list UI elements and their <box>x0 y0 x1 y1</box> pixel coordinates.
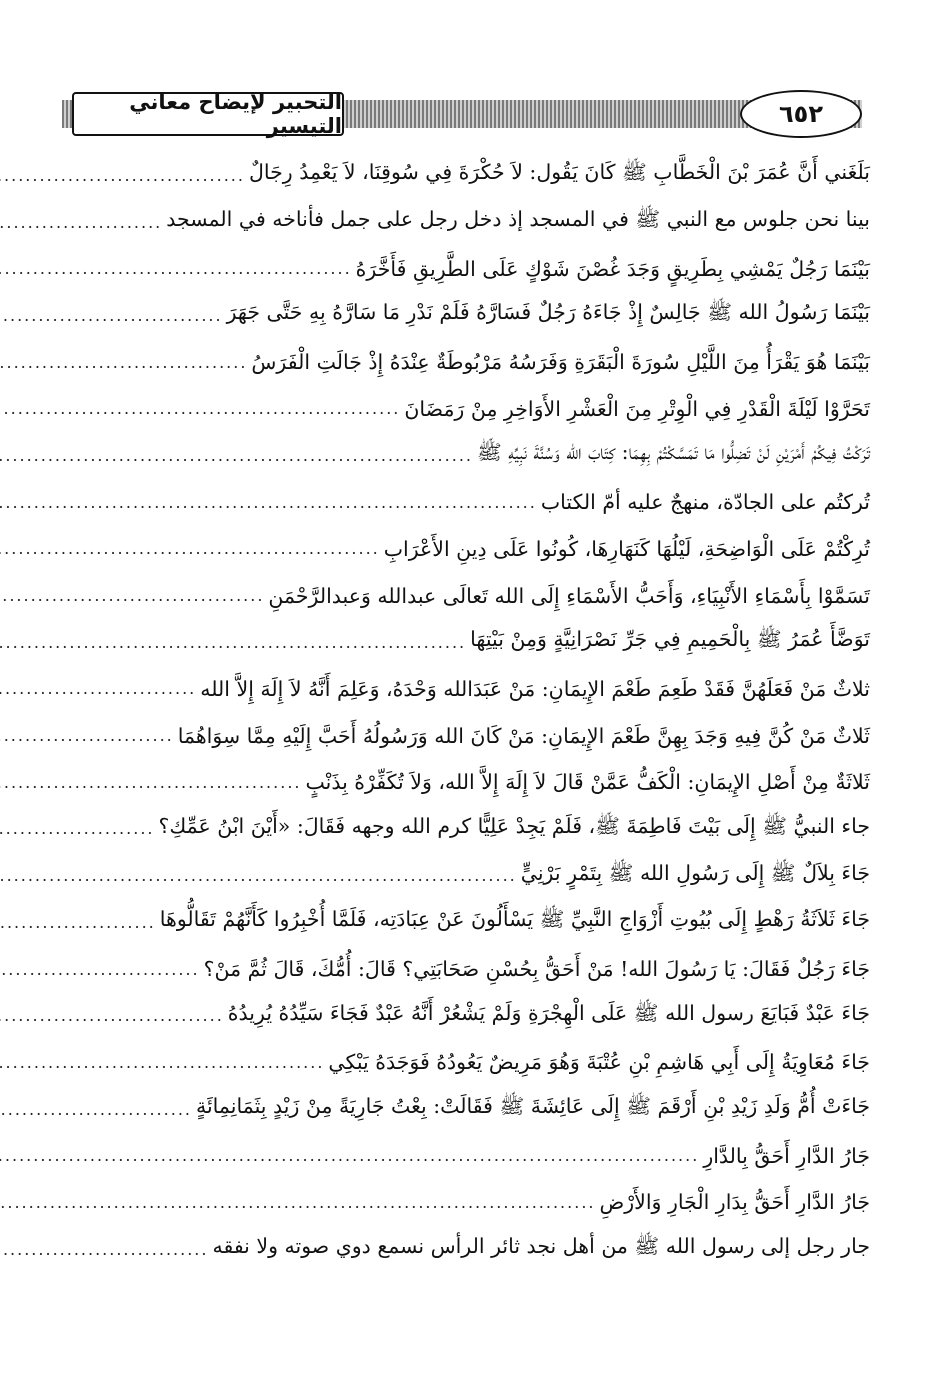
entry-text: جَاءَتْ أُمُّ وَلَدِ زَيْدِ بْنِ أَرْقَمَ ﷺ إِلَى عَائِشَةَ ﷺ فَقَالَتْ: بِعْتُ جَارِيَةً مِنْ زَيْدٍ بِثَمَانِمِائَةٍ <box>195 1094 870 1119</box>
list-item <box>70 619 870 666</box>
entry-text: بَلَغَني أَنَّ عُمَرَ بْنَ الْخَطَّابِ ﷺ كَانَ يَقُول: لاَ حُكْرَةَ فِي سُوقِنَا، لاَ يَعْمِدُ رِجَالٌ <box>248 160 870 185</box>
entry-text: جَارُ الدَّارِ أَحَقُّ بِالدَّارِ <box>703 1143 870 1168</box>
leader-dots <box>0 1146 703 1165</box>
list-item <box>70 199 870 246</box>
entry-text: تُركتُم على الجادّة، منهجٌ عليه أمّ الكتاب <box>540 490 870 515</box>
leader-dots <box>0 446 477 465</box>
entry-text: تَرَكْتُ فِيكُمْ أَمْرَيْنِ لَنْ تَضِلُّوا مَا تَمَسَّكْتُمْ بِهِمَا: كِتَابَ الله وَسُنَّةَ نَبِيِّهِ ﷺ <box>476 440 870 465</box>
leader-dots <box>0 1240 212 1259</box>
leader-dots <box>0 586 268 605</box>
entry-text: جَاءَ بِلاَلٌ ﷺ إِلَى رَسُولِ الله ﷺ بِتَمْرٍ بَرْنِيٍّ <box>520 860 870 885</box>
list-item <box>70 1039 870 1086</box>
entry-text: تَحَرَّوْا لَيْلَةَ الْقَدْرِ فِي الْوِتْرِ مِنَ الْعَشْرِ الأَوَاخِرِ مِنْ رَمَضَانَ <box>404 396 870 421</box>
entry-text: جَاءَ ثَلاَثَةُ رَهْطٍ إِلَى بُيُوتِ أَزْوَاجِ النَّبِيِّ ﷺ يَسْأَلُونَ عَنْ عِبَادَتِه، فَلَمَّا أُخْبِرُوا كَأَنَّهُمْ تَقَالُّوهَا <box>159 907 870 932</box>
entry-text: بَيْنَمَا رَسُولُ الله ﷺ جَالِسٌ إِذْ جَاءَهُ رَجُلٌ فَسَارَّهُ فَلَمْ نَدْرِ مَا سَارَّهُ بِهِ حَتَّى جَهَرَ <box>226 300 870 325</box>
leader-dots <box>0 726 178 745</box>
list-item <box>70 1132 870 1179</box>
leader-dots <box>0 1053 328 1072</box>
entry-text: ثلاثٌ مَنْ فَعَلَهُنَّ فَقَدْ طَعِمَ طَعْمَ الإِيمَانِ: مَنْ عَبَدَالله وَحْدَهُ، وَعَلِمَ أَنَّهُ لاَ إِلَهَ إِلاَّ الله <box>200 676 870 701</box>
entry-text: جاء النبيُّ ﷺ إِلَى بَيْتَ فَاطِمَةَ ﷺ، فَلَمْ يَجِدْ عَلِيًّا كرم الله وجهه فَقَالَ: «أَيْنَ ابْنُ عَمِّكِ؟ <box>158 813 870 838</box>
page-header <box>62 86 862 148</box>
entry-text: بَيْنَمَا رَجُلٌ يَمْشِي بِطَرِيقٍ وَجَدَ غُصْنَ شَوْكٍ عَلَى الطَّرِيقِ فَأَخَّرَهُ <box>355 256 870 281</box>
list-item <box>70 1226 870 1273</box>
entry-text: جَاءَ مُعَاوِيَةُ إِلَى أَبِي هَاشِمِ بْنِ عُتْبَةَ وَهُوَ مَرِيضٌ يَعُودُهُ فَوَجَدَهُ يَبْكِي <box>328 1050 870 1075</box>
list-item <box>70 432 870 479</box>
leader-dots <box>0 166 249 185</box>
list-item <box>70 526 870 573</box>
list-item <box>70 385 870 432</box>
entry-text: ثَلاثٌ مَنْ كُنَّ فِيهِ وَجَدَ بِهِنَّ طَعْمَ الإِيمَانِ: مَنْ كَانَ الله وَرَسُولُهُ أَحَبَّ إِلَيْهِ مِمَّا سِوَاهُمَا <box>177 723 870 748</box>
list-item <box>70 572 870 619</box>
book-title: التحبير لإيضاح معاني التيسير <box>72 92 344 136</box>
leader-dots <box>0 213 166 232</box>
list-item <box>70 992 870 1039</box>
leader-dots <box>0 633 470 652</box>
leader-dots <box>0 306 227 325</box>
leader-dots <box>0 1006 228 1025</box>
leader-dots <box>0 259 356 278</box>
list-item <box>70 666 870 713</box>
leader-dots <box>0 960 204 979</box>
list-item <box>70 806 870 853</box>
leader-dots <box>0 913 160 932</box>
list-item <box>70 946 870 993</box>
list-item <box>70 479 870 526</box>
entry-text: بينا نحن جلوس مع النبي ﷺ في المسجد إذ دخل رجل على جمل فأناخه في المسجد <box>166 207 870 232</box>
leader-dots <box>0 493 541 512</box>
list-item <box>70 1086 870 1133</box>
leader-dots <box>0 866 521 885</box>
entry-text: ثَلاثَةٌ مِنْ أَصْلِ الإِيمَانِ: الْكَفُّ عَمَّنْ قَالَ لاَ إِلَهَ إِلاَّ الله، وَلاَ تُكَفِّرْهُ بِذَنْبٍ <box>305 770 870 795</box>
entry-text: جَاءَ رَجُلٌ فَقَالَ: يَا رَسُولَ الله! مَنْ أَحَقُّ بِحُسْنِ صَحَابَتِي؟ قَالَ: أُمُّكَ، قَالَ ثُمَّ مَنْ؟ <box>203 957 870 982</box>
entry-text: جَاءَ عَبْدٌ فَبَايَعَ رسول الله ﷺ عَلَى الْهِجْرَةِ وَلَمْ يَشْعُرْ أَنَّهُ عَبْدٌ فَجَاءَ سَيِّدُهُ يُرِيدُهُ <box>227 1000 870 1025</box>
leader-dots <box>0 399 404 418</box>
entry-text: تَسَمَّوْا بِأَسْمَاءِ الأَنْبِيَاءِ، وَأَحَبُّ الأَسْمَاءِ إِلَى الله تَعالَى عبدالله وَعبدالرَّحْمَنِ <box>268 583 870 608</box>
list-item <box>70 245 870 292</box>
list-item <box>70 759 870 806</box>
entry-text: تَوَضَّأَ عُمَرُ ﷺ بِالْحَمِيمِ فِي جَرِّ نَصْرَانِيَّةٍ وَمِنْ بَيْتِهَا <box>470 627 870 652</box>
hadith-index-list <box>70 152 870 1273</box>
list-item <box>70 339 870 386</box>
list-item <box>70 292 870 339</box>
entry-text: بَيْنَمَا هُوَ يَقْرَأُ مِنَ اللَّيْلِ سُورَةَ الْبَقَرَةِ وَفَرَسُهُ مَرْبُوطَةٌ عِنْدَهُ إِذْ جَالَتِ الْفَرَسُ <box>251 350 870 375</box>
list-item <box>70 152 870 199</box>
leader-dots <box>0 679 200 698</box>
list-item <box>70 712 870 759</box>
leader-dots <box>0 353 251 372</box>
entry-text: جَارُ الدَّارِ أَحَقُّ بِدَارِ الْجَارِ وَالأَرْضِ <box>599 1190 870 1215</box>
list-item <box>70 899 870 946</box>
leader-dots <box>0 819 158 838</box>
list-item <box>70 1179 870 1226</box>
page-number: ٦٥٢ <box>740 90 862 138</box>
entry-text: جار رجل إلى رسول الله ﷺ من أهل نجد ثائر الرأس نسمع دوي صوته ولا نفقه <box>212 1234 870 1259</box>
leader-dots <box>0 1193 599 1212</box>
leader-dots <box>0 773 305 792</box>
leader-dots <box>0 539 384 558</box>
list-item <box>70 852 870 899</box>
leader-dots <box>0 1100 196 1119</box>
entry-text: تُرِكْتُمْ عَلَى الْوَاضِحَةِ، لَيْلُهَا كَنَهَارِهَا، كُونُوا عَلَى دِينِ الأَعْرَابِ <box>383 536 870 561</box>
